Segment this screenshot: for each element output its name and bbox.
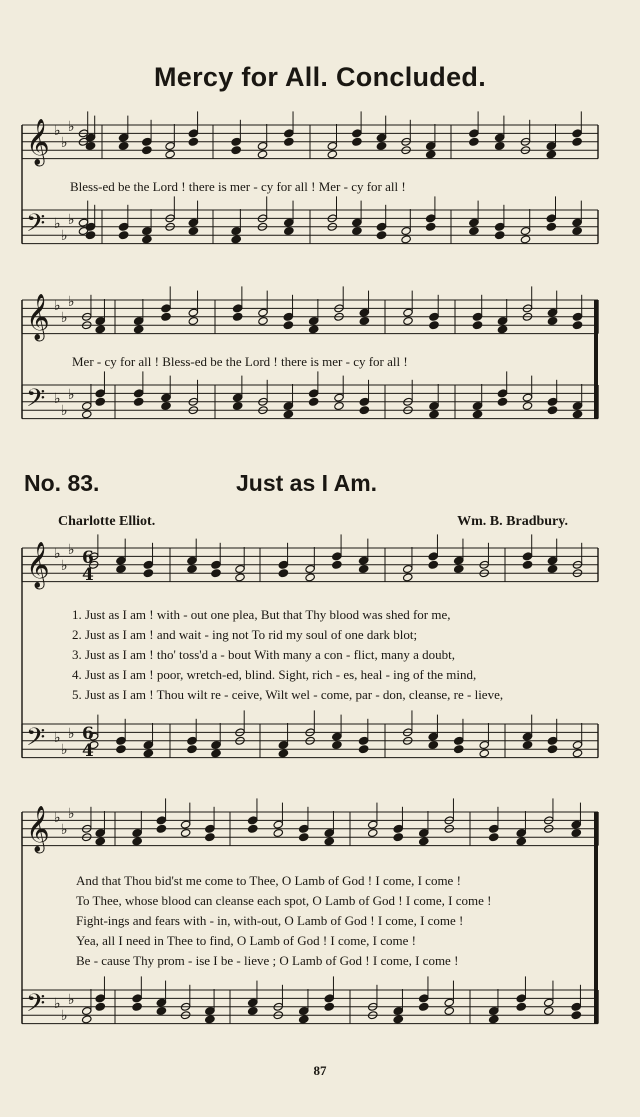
note-head bbox=[571, 1011, 581, 1020]
note-head bbox=[425, 214, 435, 223]
note-head bbox=[516, 994, 526, 1003]
note-head bbox=[444, 1006, 454, 1015]
flat-sign: ♭ bbox=[61, 310, 68, 326]
flat-sign: ♭ bbox=[68, 119, 75, 135]
note-head bbox=[544, 1006, 554, 1015]
note-head bbox=[472, 312, 482, 321]
note-head bbox=[232, 401, 242, 410]
note-head bbox=[187, 745, 197, 754]
note-head bbox=[180, 820, 190, 829]
note-head bbox=[546, 150, 556, 159]
stanza-2a: 2. Just as I am ! and wait - ing not To rid my soul of one dark blot; bbox=[72, 627, 418, 642]
treble-clef: 𝄞 bbox=[26, 119, 50, 165]
page-header-title: Mercy for All. Concluded. bbox=[153, 62, 487, 92]
note-head bbox=[132, 1002, 142, 1011]
note-head bbox=[428, 560, 438, 569]
final-barline bbox=[594, 300, 598, 419]
bass-clef: 𝄢 bbox=[26, 723, 46, 758]
note-head bbox=[403, 573, 413, 582]
note-head bbox=[401, 226, 411, 235]
note-head bbox=[211, 749, 221, 758]
stanza-4b: Yea, all I need in Thee to find, O Lamb of God ! I come, I come ! bbox=[76, 933, 416, 948]
note-head bbox=[520, 235, 530, 244]
note-head bbox=[324, 994, 334, 1003]
note-head bbox=[393, 833, 403, 842]
note-head bbox=[118, 222, 128, 231]
note-head bbox=[376, 141, 386, 150]
note-head bbox=[95, 325, 105, 334]
note-head bbox=[497, 316, 507, 325]
note-head bbox=[188, 316, 198, 325]
note-head bbox=[299, 824, 309, 833]
note-head bbox=[454, 736, 464, 745]
time-sig-top: 6 bbox=[82, 724, 94, 744]
bass-clef: 𝄢 bbox=[26, 384, 46, 419]
note-head bbox=[469, 218, 479, 227]
note-head bbox=[494, 141, 504, 150]
stanza-1b: And that Thou bid'st me come to Thee, O Lamb of God ! I come, I come ! bbox=[76, 873, 461, 888]
note-head bbox=[143, 749, 153, 758]
note-head bbox=[211, 569, 221, 578]
note-head bbox=[429, 410, 439, 419]
note-head bbox=[116, 736, 126, 745]
note-head bbox=[425, 222, 435, 231]
note-head bbox=[211, 560, 221, 569]
note-head bbox=[308, 389, 318, 398]
note-head bbox=[494, 222, 504, 231]
note-head bbox=[359, 406, 369, 415]
note-head bbox=[368, 828, 378, 837]
note-head bbox=[332, 732, 342, 741]
hymn-author: Charlotte Elliot. bbox=[58, 514, 156, 529]
note-head bbox=[368, 820, 378, 829]
note-head bbox=[428, 740, 438, 749]
note-head bbox=[278, 740, 288, 749]
final-barline bbox=[594, 812, 598, 1024]
note-head bbox=[516, 828, 526, 837]
flat-sign: ♭ bbox=[61, 403, 68, 419]
note-head bbox=[479, 749, 489, 758]
note-head bbox=[95, 316, 105, 325]
note-head bbox=[161, 401, 171, 410]
note-head bbox=[520, 226, 530, 235]
flat-sign: ♭ bbox=[54, 298, 61, 314]
flat-sign: ♭ bbox=[68, 806, 75, 822]
note-head bbox=[133, 389, 143, 398]
note-head bbox=[180, 828, 190, 837]
note-head bbox=[165, 141, 175, 150]
note-head bbox=[419, 828, 429, 837]
note-head bbox=[547, 397, 557, 406]
note-head bbox=[308, 316, 318, 325]
note-head bbox=[188, 137, 198, 146]
flat-sign: ♭ bbox=[68, 212, 75, 228]
note-head bbox=[571, 828, 581, 837]
note-head bbox=[248, 998, 258, 1007]
treble-clef: 𝄞 bbox=[26, 806, 50, 852]
note-head bbox=[299, 833, 309, 842]
note-head bbox=[188, 218, 198, 227]
lyric-line-1: Bless-ed be the Lord ! there is mer - cy for all ! Mer - cy for all ! bbox=[70, 179, 406, 194]
note-head bbox=[469, 226, 479, 235]
note-head bbox=[278, 749, 288, 758]
flat-sign: ♭ bbox=[54, 730, 61, 746]
note-head bbox=[419, 994, 429, 1003]
note-head bbox=[522, 393, 532, 402]
note-head bbox=[257, 150, 267, 159]
note-head bbox=[133, 397, 143, 406]
stanza-1a: 1. Just as I am ! with - out one plea, But that Thy blood was shed for me, bbox=[72, 607, 451, 622]
note-head bbox=[187, 736, 197, 745]
stanza-5a: 5. Just as I am ! Thou wilt re - ceive, Wilt wel - come, par - don, cleanse, re - lieve, bbox=[72, 687, 504, 702]
note-head bbox=[358, 745, 368, 754]
note-head bbox=[403, 316, 413, 325]
note-head bbox=[403, 308, 413, 317]
note-head bbox=[489, 1015, 499, 1024]
note-head bbox=[232, 304, 242, 313]
note-head bbox=[95, 397, 105, 406]
flat-sign: ♭ bbox=[68, 726, 75, 742]
note-head bbox=[156, 816, 166, 825]
note-head bbox=[428, 552, 438, 561]
note-head bbox=[547, 308, 557, 317]
note-head bbox=[544, 998, 554, 1007]
note-head bbox=[572, 401, 582, 410]
note-head bbox=[142, 226, 152, 235]
note-head bbox=[572, 749, 582, 758]
flat-sign: ♭ bbox=[61, 228, 68, 244]
note-head bbox=[572, 226, 582, 235]
note-head bbox=[95, 389, 105, 398]
note-head bbox=[82, 401, 92, 410]
flat-sign: ♭ bbox=[68, 542, 75, 558]
note-head bbox=[324, 828, 334, 837]
stanza-3b: Fight-ings and fears with - in, with-out, O Lamb of God ! I come, I come ! bbox=[76, 913, 464, 928]
note-head bbox=[143, 560, 153, 569]
note-head bbox=[332, 740, 342, 749]
note-head bbox=[161, 312, 171, 321]
note-head bbox=[299, 1006, 309, 1015]
flat-sign: ♭ bbox=[54, 216, 61, 232]
note-head bbox=[359, 316, 369, 325]
note-head bbox=[211, 740, 221, 749]
time-sig-bottom: 4 bbox=[82, 565, 94, 585]
note-head bbox=[82, 1006, 92, 1015]
stanza-5b: Be - cause Thy prom - ise I be - lieve ; O Lamb of God ! I come, I come ! bbox=[76, 953, 459, 968]
note-head bbox=[571, 820, 581, 829]
note-head bbox=[332, 560, 342, 569]
note-head bbox=[248, 816, 258, 825]
note-head bbox=[273, 820, 283, 829]
flat-sign: ♭ bbox=[54, 546, 61, 562]
note-head bbox=[248, 1006, 258, 1015]
note-head bbox=[546, 214, 556, 223]
note-head bbox=[572, 218, 582, 227]
note-head bbox=[516, 1002, 526, 1011]
note-head bbox=[522, 552, 532, 561]
stanza-3a: 3. Just as I am ! tho' toss'd a - bout With many a con - flict, many a doubt, bbox=[72, 647, 456, 662]
flat-sign: ♭ bbox=[61, 822, 68, 838]
note-head bbox=[429, 321, 439, 330]
note-head bbox=[116, 556, 126, 565]
note-head bbox=[161, 304, 171, 313]
note-head bbox=[95, 994, 105, 1003]
note-head bbox=[472, 410, 482, 419]
treble-clef: 𝄞 bbox=[26, 542, 50, 588]
note-head bbox=[419, 837, 429, 846]
note-head bbox=[305, 564, 315, 573]
note-head bbox=[425, 150, 435, 159]
note-head bbox=[95, 1002, 105, 1011]
time-sig-top: 6 bbox=[82, 548, 94, 568]
flat-sign: ♭ bbox=[54, 391, 61, 407]
note-head bbox=[205, 1006, 215, 1015]
note-head bbox=[187, 564, 197, 573]
note-head bbox=[334, 393, 344, 402]
note-head bbox=[479, 740, 489, 749]
note-head bbox=[472, 401, 482, 410]
note-head bbox=[376, 231, 386, 240]
note-head bbox=[572, 129, 582, 138]
note-head bbox=[454, 745, 464, 754]
note-head bbox=[258, 308, 268, 317]
note-head bbox=[133, 325, 143, 334]
note-head bbox=[305, 573, 315, 582]
note-head bbox=[82, 1015, 92, 1024]
note-head bbox=[497, 325, 507, 334]
note-head bbox=[522, 560, 532, 569]
note-head bbox=[572, 312, 582, 321]
note-head bbox=[358, 736, 368, 745]
note-head bbox=[308, 397, 318, 406]
note-head bbox=[454, 564, 464, 573]
note-head bbox=[547, 316, 557, 325]
note-head bbox=[469, 129, 479, 138]
note-head bbox=[248, 824, 258, 833]
note-head bbox=[188, 226, 198, 235]
note-head bbox=[419, 1002, 429, 1011]
note-head bbox=[143, 569, 153, 578]
note-head bbox=[572, 740, 582, 749]
note-head bbox=[358, 556, 368, 565]
note-head bbox=[118, 141, 128, 150]
note-head bbox=[324, 837, 334, 846]
note-head bbox=[401, 235, 411, 244]
note-head bbox=[497, 389, 507, 398]
note-head bbox=[232, 312, 242, 321]
note-head bbox=[284, 226, 294, 235]
note-head bbox=[142, 137, 152, 146]
note-head bbox=[327, 141, 337, 150]
note-head bbox=[489, 1006, 499, 1015]
note-head bbox=[278, 560, 288, 569]
note-head bbox=[393, 1006, 403, 1015]
note-head bbox=[454, 556, 464, 565]
note-head bbox=[187, 556, 197, 565]
note-head bbox=[284, 218, 294, 227]
note-head bbox=[283, 410, 293, 419]
note-head bbox=[142, 235, 152, 244]
note-head bbox=[522, 740, 532, 749]
note-head bbox=[352, 226, 362, 235]
note-head bbox=[188, 308, 198, 317]
lyric-line-2: Mer - cy for all ! Bless-ed be the Lord ! there is mer - cy for all ! bbox=[72, 354, 408, 369]
note-head bbox=[425, 141, 435, 150]
note-head bbox=[283, 312, 293, 321]
note-head bbox=[494, 231, 504, 240]
treble-clef: 𝄞 bbox=[26, 294, 50, 340]
flat-sign: ♭ bbox=[54, 810, 61, 826]
note-head bbox=[231, 137, 241, 146]
note-head bbox=[429, 312, 439, 321]
hymn-composer: Wm. B. Bradbury. bbox=[457, 514, 568, 529]
note-head bbox=[489, 824, 499, 833]
note-head bbox=[352, 137, 362, 146]
stanza-4a: 4. Just as I am ! poor, wretch-ed, blind. Sight, rich - es, heal - ing of the mind, bbox=[72, 667, 477, 682]
note-head bbox=[547, 736, 557, 745]
note-head bbox=[522, 732, 532, 741]
note-head bbox=[132, 828, 142, 837]
note-head bbox=[393, 824, 403, 833]
note-head bbox=[278, 569, 288, 578]
note-head bbox=[258, 316, 268, 325]
note-head bbox=[205, 824, 215, 833]
note-head bbox=[231, 146, 241, 155]
note-head bbox=[273, 828, 283, 837]
note-head bbox=[205, 833, 215, 842]
bass-clef: 𝄢 bbox=[26, 989, 46, 1024]
note-head bbox=[132, 994, 142, 1003]
flat-sign: ♭ bbox=[68, 387, 75, 403]
note-head bbox=[571, 1002, 581, 1011]
note-head bbox=[376, 133, 386, 142]
note-head bbox=[161, 393, 171, 402]
note-head bbox=[429, 401, 439, 410]
note-head bbox=[547, 556, 557, 565]
note-head bbox=[116, 564, 126, 573]
note-head bbox=[358, 564, 368, 573]
note-head bbox=[257, 141, 267, 150]
note-head bbox=[156, 1006, 166, 1015]
note-head bbox=[393, 1015, 403, 1024]
bass-clef: 𝄢 bbox=[26, 209, 46, 244]
note-head bbox=[494, 133, 504, 142]
note-head bbox=[572, 137, 582, 146]
note-head bbox=[572, 410, 582, 419]
note-head bbox=[132, 837, 142, 846]
flat-sign: ♭ bbox=[61, 558, 68, 574]
note-head bbox=[235, 564, 245, 573]
note-head bbox=[308, 325, 318, 334]
note-head bbox=[444, 998, 454, 1007]
note-head bbox=[118, 133, 128, 142]
note-head bbox=[547, 745, 557, 754]
flat-sign: ♭ bbox=[68, 992, 75, 1008]
page-number: 87 bbox=[313, 1063, 327, 1078]
note-head bbox=[352, 129, 362, 138]
note-head bbox=[133, 316, 143, 325]
note-head bbox=[284, 129, 294, 138]
flat-sign: ♭ bbox=[61, 742, 68, 758]
note-head bbox=[231, 235, 241, 244]
note-head bbox=[82, 410, 92, 419]
note-head bbox=[283, 401, 293, 410]
note-head bbox=[469, 137, 479, 146]
note-head bbox=[156, 824, 166, 833]
time-sig-bottom: 4 bbox=[82, 741, 94, 761]
note-head bbox=[116, 745, 126, 754]
note-head bbox=[522, 401, 532, 410]
note-head bbox=[156, 998, 166, 1007]
note-head bbox=[334, 401, 344, 410]
note-head bbox=[359, 397, 369, 406]
flat-sign: ♭ bbox=[54, 123, 61, 139]
note-head bbox=[547, 564, 557, 573]
note-head bbox=[188, 129, 198, 138]
flat-sign: ♭ bbox=[54, 996, 61, 1012]
note-head bbox=[95, 828, 105, 837]
note-head bbox=[359, 308, 369, 317]
note-head bbox=[165, 150, 175, 159]
note-head bbox=[352, 218, 362, 227]
note-head bbox=[95, 837, 105, 846]
note-head bbox=[299, 1015, 309, 1024]
hymn-title: Just as I Am. bbox=[236, 470, 378, 496]
note-head bbox=[516, 837, 526, 846]
note-head bbox=[489, 833, 499, 842]
stanza-2b: To Thee, whose blood can cleanse each spot, O Lamb of God ! I come, I come ! bbox=[76, 893, 492, 908]
note-head bbox=[472, 321, 482, 330]
note-head bbox=[232, 393, 242, 402]
note-head bbox=[205, 1015, 215, 1024]
flat-sign: ♭ bbox=[68, 294, 75, 310]
note-head bbox=[497, 397, 507, 406]
note-head bbox=[546, 222, 556, 231]
flat-sign: ♭ bbox=[61, 135, 68, 151]
note-head bbox=[376, 222, 386, 231]
note-head bbox=[546, 141, 556, 150]
note-head bbox=[284, 137, 294, 146]
flat-sign: ♭ bbox=[61, 1008, 68, 1024]
note-head bbox=[142, 146, 152, 155]
note-head bbox=[403, 564, 413, 573]
note-head bbox=[327, 150, 337, 159]
hymn-number: No. 83. bbox=[24, 470, 100, 496]
note-head bbox=[324, 1002, 334, 1011]
note-head bbox=[572, 321, 582, 330]
note-head bbox=[428, 732, 438, 741]
note-head bbox=[283, 321, 293, 330]
note-head bbox=[332, 552, 342, 561]
note-head bbox=[547, 406, 557, 415]
note-head bbox=[231, 226, 241, 235]
note-head bbox=[235, 573, 245, 582]
note-head bbox=[143, 740, 153, 749]
note-head bbox=[118, 231, 128, 240]
